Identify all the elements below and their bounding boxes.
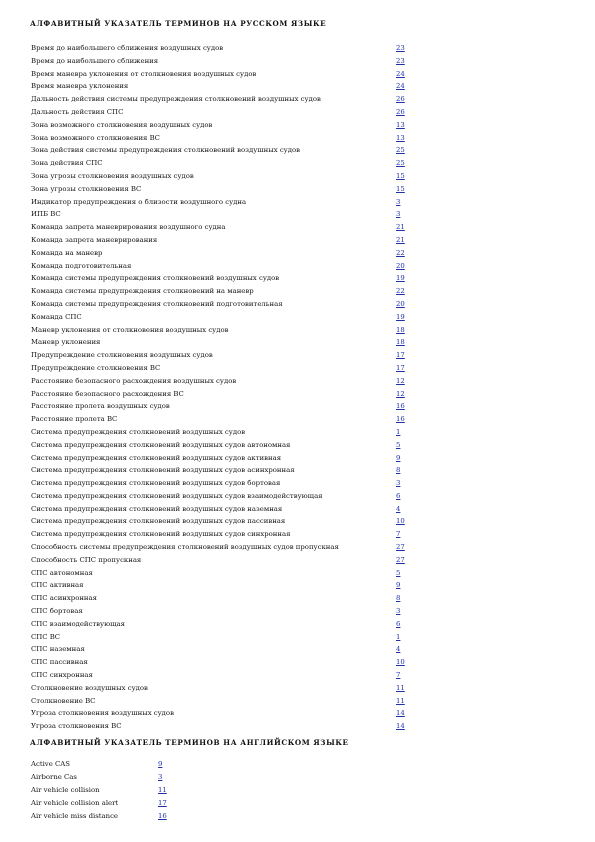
index-row (31, 388, 411, 401)
index-row (31, 221, 411, 234)
page-number-link[interactable]: 20 (396, 299, 405, 308)
index-row (31, 144, 411, 157)
index-term: Air vehicle miss distance (31, 811, 119, 820)
page-number-link[interactable]: 21 (396, 223, 405, 232)
index-row (31, 554, 411, 567)
index-term: Предупреждение столкновения воздушных судов (31, 351, 213, 360)
page-number-link[interactable]: 11 (396, 696, 405, 705)
page-number-link[interactable]: 19 (396, 274, 405, 283)
index-term: Команда системы предупреждения столкновений воздушных судов (31, 274, 280, 283)
page-number-link[interactable]: 3 (396, 210, 401, 219)
index-row (31, 285, 411, 298)
index-row (31, 298, 411, 311)
index-row (31, 797, 231, 810)
page-number-link[interactable]: 3 (396, 607, 401, 616)
page-number-link[interactable]: 24 (396, 69, 405, 78)
page-number-link[interactable]: 19 (396, 312, 405, 321)
index-row (31, 80, 411, 93)
index-term: Дальность действия системы предупреждения столкновений воздушных судов (31, 95, 321, 104)
index-row (31, 119, 411, 132)
page-number-link[interactable]: 23 (396, 56, 405, 65)
index-row (31, 682, 411, 695)
index-term: Время маневра уклонения (31, 82, 129, 91)
page-number-link[interactable]: 1 (396, 632, 401, 641)
index-term: СПС взаимодействующая (31, 619, 125, 628)
page-number-link[interactable]: 22 (396, 287, 405, 296)
page-number-link[interactable]: 16 (396, 415, 405, 424)
page-number-link[interactable]: 18 (396, 325, 405, 334)
index-row (31, 784, 231, 797)
page-number-link[interactable]: 21 (396, 235, 405, 244)
index-row (31, 515, 411, 528)
index-term: Дальность действия СПС (31, 107, 124, 116)
page-number-link[interactable]: 26 (396, 107, 405, 116)
page-number-link[interactable]: 3 (158, 772, 163, 781)
page-number-link[interactable]: 8 (396, 466, 401, 475)
index-row (31, 349, 411, 362)
index-term: Зона угрозы столкновения воздушных судов (31, 171, 194, 180)
index-row (31, 720, 411, 733)
page-number-link[interactable]: 27 (396, 555, 405, 564)
index-row (31, 452, 411, 465)
index-row (31, 196, 411, 209)
page-number-link[interactable]: 7 (396, 530, 401, 539)
index-row (31, 439, 411, 452)
index-row (31, 528, 411, 541)
index-term: Столкновение ВС (31, 696, 96, 705)
index-term: Угроза столкновения воздушных судов (31, 709, 174, 718)
page-number-link[interactable]: 25 (396, 146, 405, 155)
page-number-link[interactable]: 12 (396, 389, 405, 398)
page-number-link[interactable]: 8 (396, 594, 401, 603)
page-number-link[interactable]: 15 (396, 184, 405, 193)
index-term: Столкновение воздушных судов (31, 683, 148, 692)
page-number-link[interactable]: 15 (396, 171, 405, 180)
index-term: Предупреждение столкновения ВС (31, 363, 161, 372)
page-number-link[interactable]: 3 (396, 479, 401, 488)
page-number-link[interactable]: 3 (396, 197, 401, 206)
index-term: СПС синхронная (31, 671, 93, 680)
page-number-link[interactable]: 16 (396, 402, 405, 411)
index-row (31, 503, 411, 516)
page-number-link[interactable]: 12 (396, 376, 405, 385)
index-term: Зона действия системы предупреждения столкновений воздушных судов (31, 146, 301, 155)
index-row (31, 618, 411, 631)
english-term-index (31, 758, 231, 822)
index-term: Зона действия СПС (31, 159, 103, 168)
index-row (31, 579, 411, 592)
index-row (31, 311, 411, 324)
index-term: Система предупреждения столкновений воздушных судов наземная (31, 504, 283, 513)
index-term: ИПБ ВС (31, 210, 61, 219)
page-number-link[interactable]: 4 (396, 645, 401, 654)
page-number-link[interactable]: 18 (396, 338, 405, 347)
page-number-link[interactable]: 17 (396, 363, 405, 372)
index-row (31, 592, 411, 605)
page-number-link[interactable]: 4 (396, 504, 401, 513)
index-row (31, 669, 411, 682)
english-index-heading: АЛФАВИТНЫЙ УКАЗАТЕЛЬ ТЕРМИНОВ НА АНГЛИЙСКОМ ЯЗЫКЕ (30, 738, 349, 747)
index-term: Зона возможного столкновения воздушных судов (31, 120, 213, 129)
index-term: Система предупреждения столкновений воздушных судов асинхронная (31, 466, 295, 475)
page-number-link[interactable]: 10 (396, 517, 405, 526)
index-row (31, 400, 411, 413)
index-term: Время до наибольшего сближения воздушных судов (31, 44, 224, 52)
index-row (31, 707, 411, 720)
index-term: СПС бортовая (31, 607, 83, 616)
page-number-link[interactable]: 6 (396, 619, 401, 628)
index-row (31, 643, 411, 656)
index-term: Расстояние безопасного расхождения воздушных судов (31, 376, 237, 385)
index-term: СПС автономная (31, 568, 93, 577)
index-term: Зона угрозы столкновения ВС (31, 184, 142, 193)
page-number-link[interactable]: 13 (396, 133, 405, 142)
index-term: Команда запрета маневрирования воздушного судна (31, 223, 226, 232)
index-term: Команда запрета маневрирования (31, 235, 158, 244)
index-term: Время до наибольшего сближения (31, 56, 159, 65)
index-term: Система предупреждения столкновений воздушных судов (31, 427, 246, 436)
index-row (31, 631, 411, 644)
index-row (31, 426, 411, 439)
index-row (31, 183, 411, 196)
index-term: Расстояние безопасного расхождения ВС (31, 389, 184, 398)
page-number-link[interactable]: 25 (396, 159, 405, 168)
index-term: Air vehicle collision alert (31, 798, 119, 807)
page-number-link[interactable]: 17 (396, 351, 405, 360)
index-row (31, 55, 411, 68)
index-term: СПС активная (31, 581, 84, 590)
index-term: Угроза столкновения ВС (31, 722, 122, 731)
index-term: СПС пассивная (31, 658, 88, 667)
index-row (31, 477, 411, 490)
index-term: Зона возможного столкновения ВС (31, 133, 160, 142)
index-term: Расстояние пролета ВС (31, 415, 118, 424)
page-number-link[interactable]: 14 (396, 709, 405, 718)
page-number-link[interactable]: 23 (396, 44, 405, 52)
index-term: Команда системы предупреждения столкновений подготовительная (31, 299, 283, 308)
index-term: Маневр уклонения (31, 338, 101, 347)
index-row (31, 771, 231, 784)
index-row (31, 375, 411, 388)
index-row (31, 695, 411, 708)
index-term: Airborne Cas (31, 772, 77, 781)
index-term: Active CAS (31, 760, 70, 768)
page-number-link[interactable]: 11 (158, 785, 167, 794)
page-number-link[interactable]: 27 (396, 543, 405, 552)
index-term: Система предупреждения столкновений воздушных судов автономная (31, 440, 291, 449)
index-row (31, 106, 411, 119)
index-term: Команда СПС (31, 312, 82, 321)
index-row (31, 324, 411, 337)
index-row (31, 132, 411, 145)
page-number-link[interactable]: 26 (396, 95, 405, 104)
russian-index-heading: АЛФАВИТНЫЙ УКАЗАТЕЛЬ ТЕРМИНОВ НА РУССКОМ ЯЗЫКЕ (30, 19, 327, 28)
page-number-link[interactable]: 6 (396, 491, 401, 500)
index-term: Система предупреждения столкновений воздушных судов синхронная (31, 530, 291, 539)
page-number-link[interactable]: 22 (396, 248, 405, 257)
index-row (31, 170, 411, 183)
index-term: Команда на маневр (31, 248, 103, 257)
index-term: Время маневра уклонения от столкновения воздушных судов (31, 69, 257, 78)
index-row (31, 272, 411, 285)
index-row (31, 605, 411, 618)
russian-term-index (31, 42, 411, 733)
page-number-link[interactable]: 5 (396, 440, 401, 449)
page-number-link[interactable]: 10 (396, 658, 405, 667)
index-row (31, 810, 231, 823)
page-number-link[interactable]: 13 (396, 120, 405, 129)
index-term: Способность системы предупреждения столкновений воздушных судов пропускная (31, 543, 339, 552)
page-number-link[interactable]: 17 (158, 798, 167, 807)
index-term: Air vehicle collision (31, 785, 100, 794)
index-row (31, 541, 411, 554)
index-row (31, 567, 411, 580)
index-row (31, 490, 411, 503)
page-number-link[interactable]: 1 (396, 427, 401, 436)
page-number-link[interactable]: 9 (396, 581, 401, 590)
index-row (31, 42, 411, 55)
index-row (31, 157, 411, 170)
index-term: Система предупреждения столкновений воздушных судов бортовая (31, 479, 281, 488)
page-number-link[interactable]: 9 (396, 453, 401, 462)
page-number-link[interactable]: 7 (396, 671, 401, 680)
index-row (31, 234, 411, 247)
index-row (31, 656, 411, 669)
index-term: Расстояние пролета воздушных судов (31, 402, 170, 411)
index-term: Маневр уклонения от столкновения воздушных судов (31, 325, 229, 334)
index-row (31, 464, 411, 477)
page-number-link[interactable]: 14 (396, 722, 405, 731)
page-number-link[interactable]: 20 (396, 261, 405, 270)
index-term: Способность СПС пропускная (31, 555, 142, 564)
index-row (31, 208, 411, 221)
index-term: Система предупреждения столкновений воздушных судов пассивная (31, 517, 286, 526)
index-term: Индикатор предупреждения о близости воздушного судна (31, 197, 247, 206)
page-number-link[interactable]: 5 (396, 568, 401, 577)
page-number-link[interactable]: 9 (158, 760, 163, 768)
index-row (31, 362, 411, 375)
index-row (31, 260, 411, 273)
index-row (31, 68, 411, 81)
index-term: Система предупреждения столкновений воздушных судов активная (31, 453, 282, 462)
index-row (31, 413, 411, 426)
index-row (31, 247, 411, 260)
index-row (31, 758, 231, 771)
index-row (31, 93, 411, 106)
page-number-link[interactable]: 24 (396, 82, 405, 91)
index-term: СПС асинхронная (31, 594, 97, 603)
index-term: СПС наземная (31, 645, 85, 654)
index-term: СПС ВС (31, 632, 61, 641)
index-term: Команда системы предупреждения столкновений на маневр (31, 287, 254, 296)
index-row (31, 336, 411, 349)
page-number-link[interactable]: 16 (158, 811, 167, 820)
page-number-link[interactable]: 11 (396, 683, 405, 692)
index-term: Команда подготовительная (31, 261, 132, 270)
index-term: Система предупреждения столкновений воздушных судов взаимодействующая (31, 491, 323, 500)
